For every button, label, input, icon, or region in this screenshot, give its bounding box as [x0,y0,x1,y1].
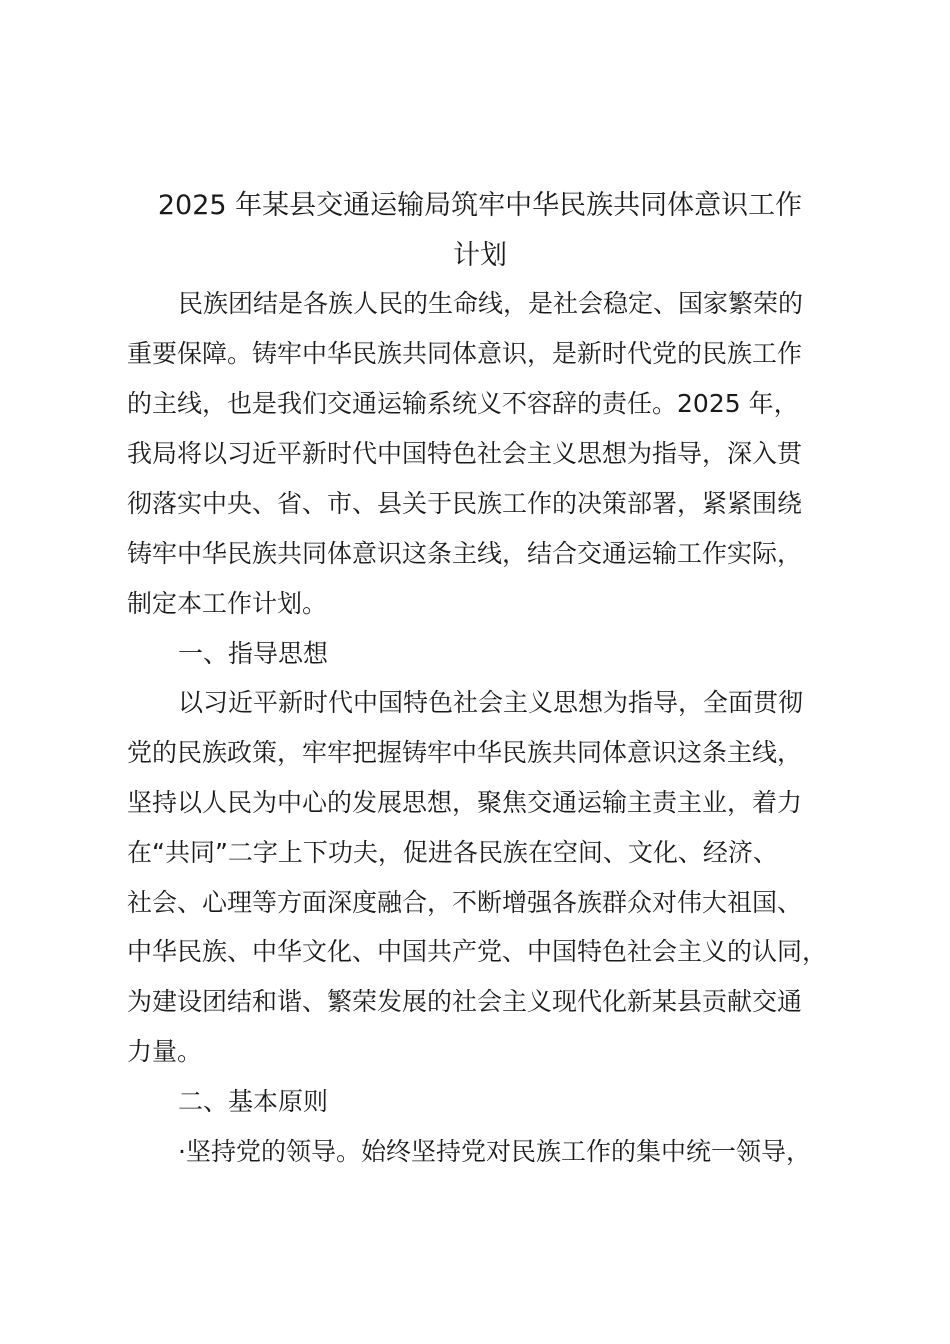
guiding-ideology-line: 力量。 [127,1037,203,1066]
section-heading-guiding-ideology: 一、指导思想 [178,639,329,668]
document-title-line-1: 2025 年某县交通运输局筑牢中华民族共同体意识工作 [157,190,803,221]
guiding-ideology-line: 坚持以人民为中心的发展思想，聚焦交通运输主责主业，着力 [127,788,803,817]
intro-paragraph-line: 的主线，也是我们交通运输系统义不容辞的责任。2025 年， [127,389,799,418]
section-heading-basic-principles: 二、基本原则 [178,1087,329,1116]
guiding-ideology-line: 党的民族政策，牢牢把握铸牢中华民族共同体意识这条主线， [127,738,803,767]
intro-paragraph-line: 我局将以习近平新时代中国特色社会主义思想为指导，深入贯 [127,439,803,468]
document-title-line-2: 计划 [453,240,507,271]
intro-paragraph-line: 制定本工作计划。 [127,589,328,618]
intro-paragraph-line: 民族团结是各族人民的生命线，是社会稳定、国家繁荣的 [178,289,804,318]
guiding-ideology-line: 在“共同”二字上下功夫，促进各民族在空间、文化、经济、 [127,838,778,867]
intro-paragraph-line: 重要保障。铸牢中华民族共同体意识，是新时代党的民族工作 [127,339,803,368]
intro-paragraph-line: 彻落实中央、省、市、县关于民族工作的决策部署，紧紧围绕 [127,489,803,518]
guiding-ideology-line: 中华民族、中华文化、中国共产党、中国特色社会主义的认同， [127,937,828,966]
guiding-ideology-line: 社会、心理等方面深度融合，不断增强各族群众对伟大祖国、 [127,888,803,917]
guiding-ideology-line: 以习近平新时代中国特色社会主义思想为指导，全面贯彻 [178,688,804,717]
basic-principles-line: ·坚持党的领导。始终坚持党对民族工作的集中统一领导， [178,1137,811,1166]
guiding-ideology-line: 为建设团结和谐、繁荣发展的社会主义现代化新某县贡献交通 [127,987,803,1016]
intro-paragraph-line: 铸牢中华民族共同体意识这条主线，结合交通运输工作实际， [127,539,803,568]
